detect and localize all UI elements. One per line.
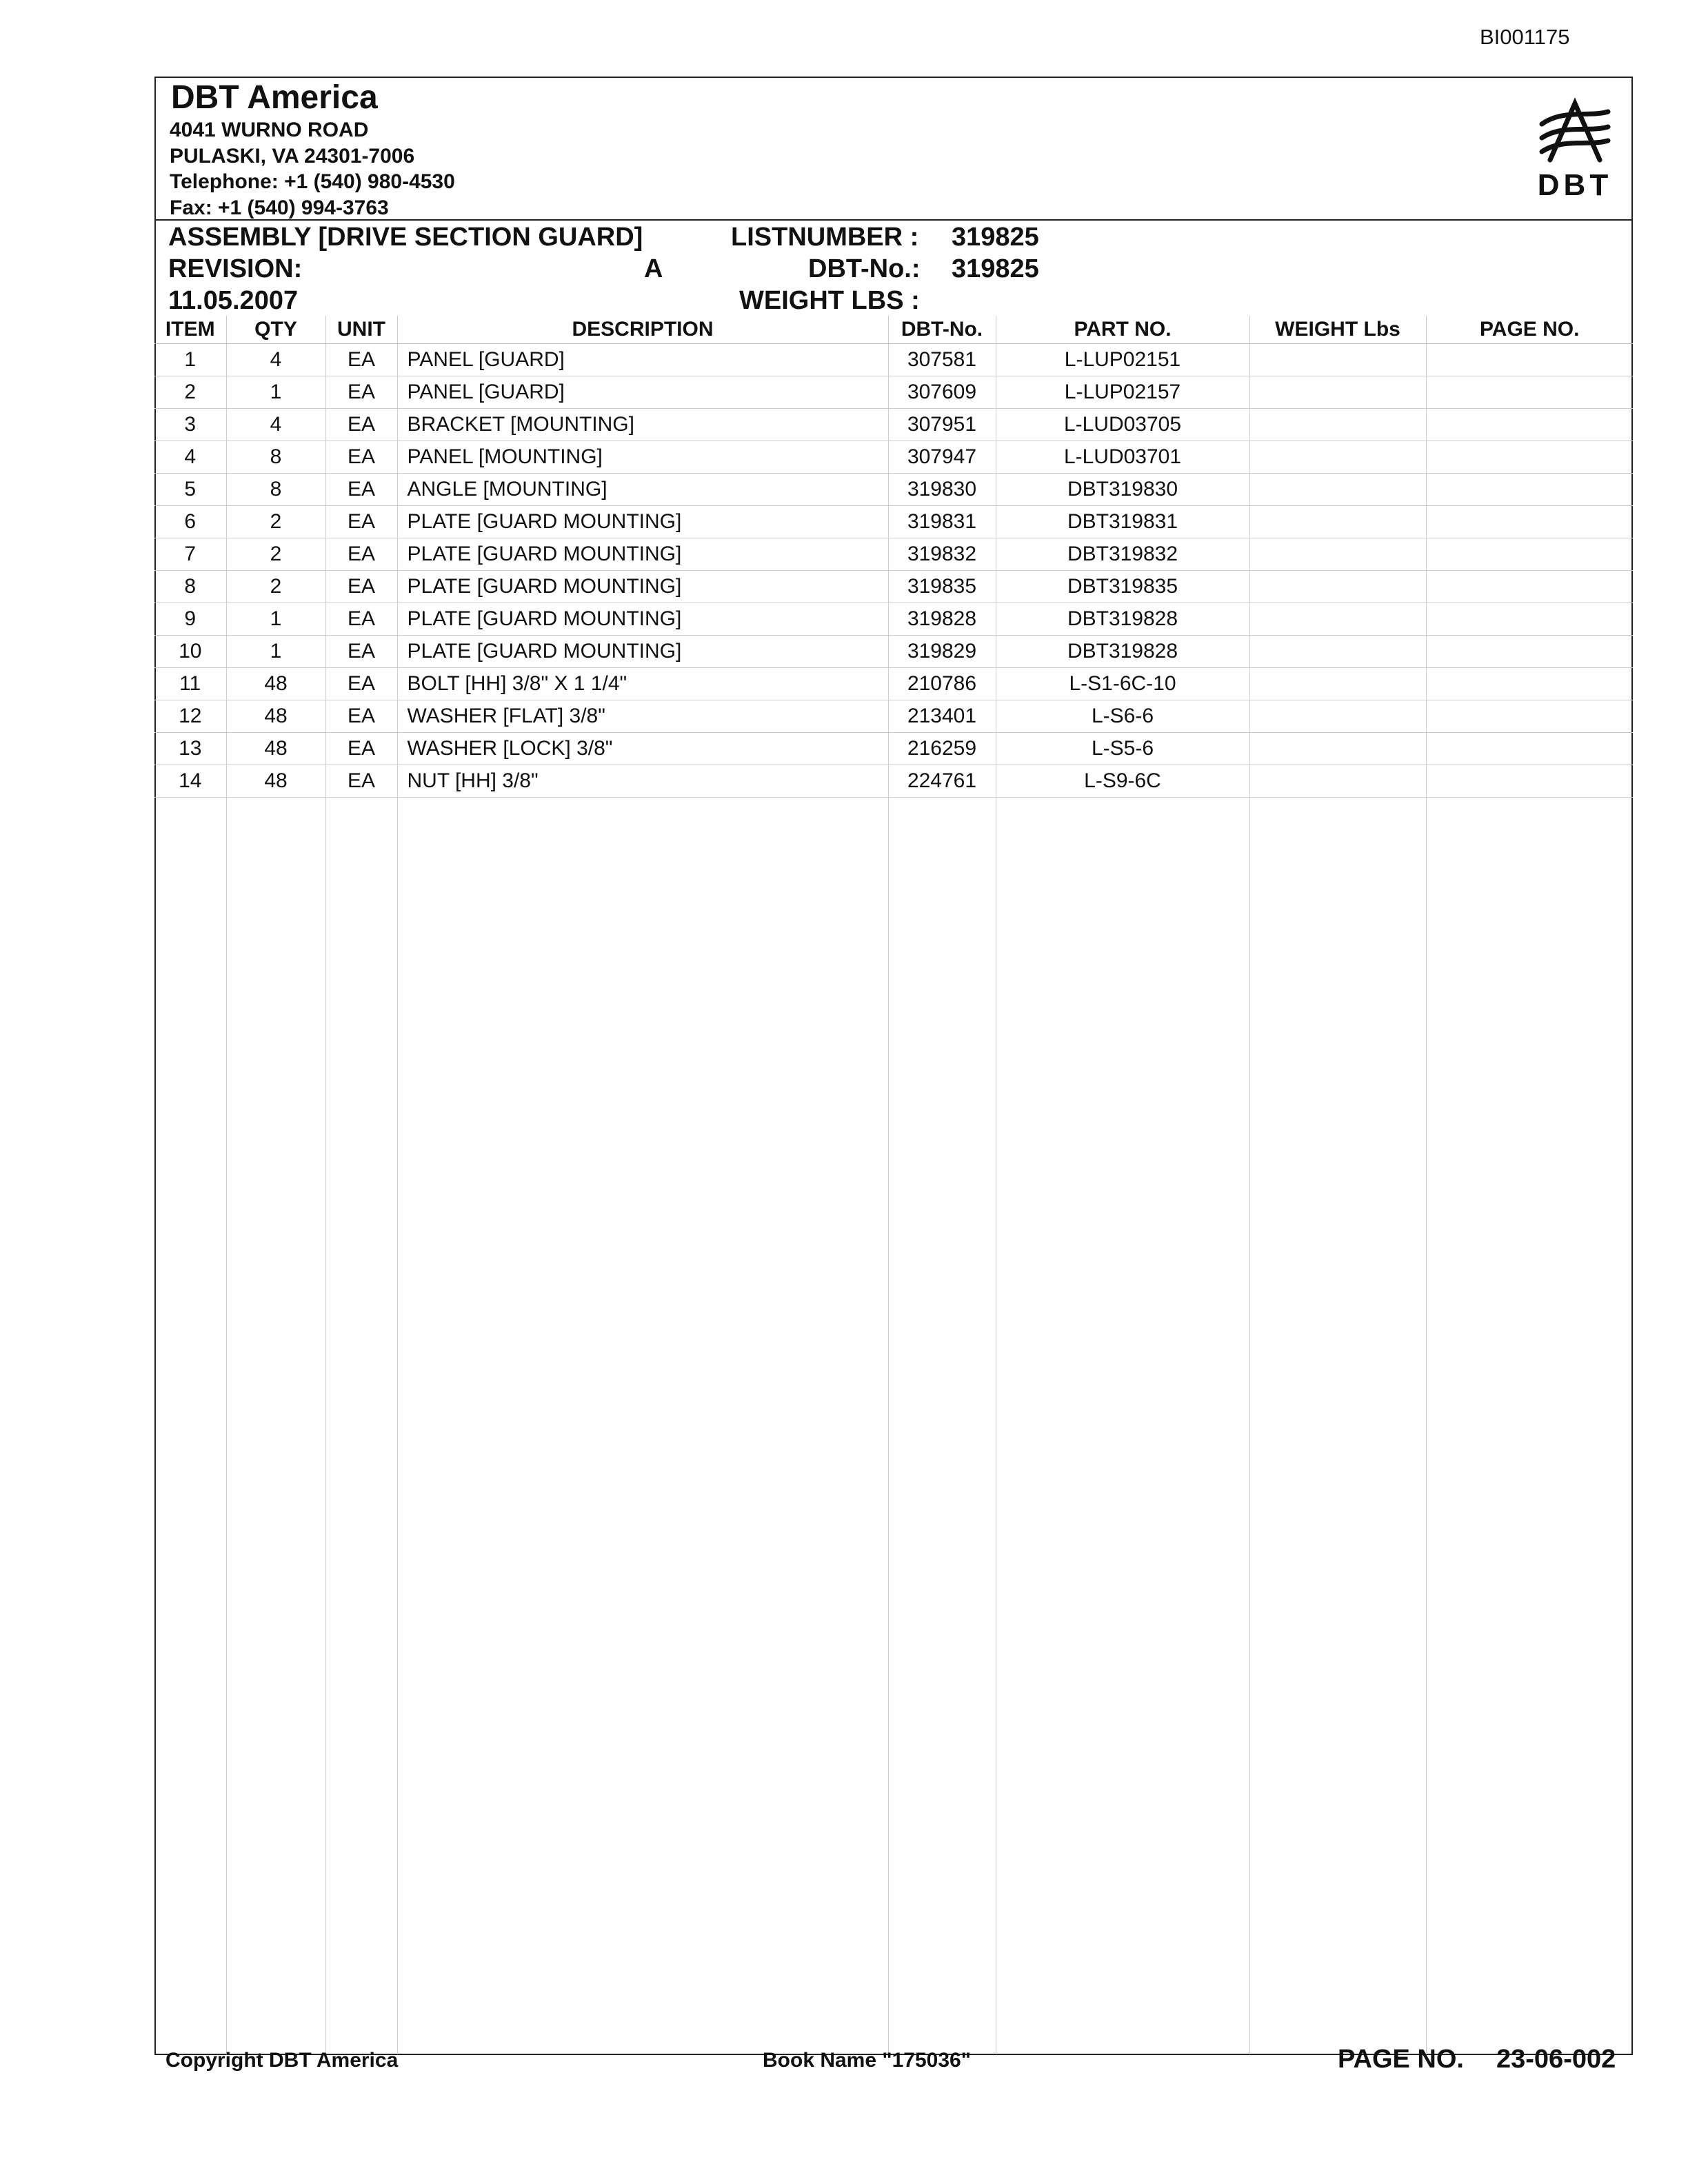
address-line: PULASKI, VA 24301-7006 bbox=[170, 144, 415, 168]
revision-label: REVISION: bbox=[168, 254, 303, 283]
book-name: Book Name "175036" bbox=[763, 2049, 971, 2072]
qty-cell: 48 bbox=[226, 668, 325, 700]
company-name: DBT America bbox=[171, 79, 378, 116]
dbt-no-cell: 319828 bbox=[888, 603, 996, 636]
item-cell: 14 bbox=[154, 765, 226, 798]
part-no-cell: L-S6-6 bbox=[996, 700, 1249, 733]
table-row bbox=[154, 636, 1633, 668]
page-no-cell bbox=[1426, 474, 1633, 506]
weight-cell bbox=[1249, 344, 1426, 376]
dbt-no-cell: 213401 bbox=[888, 700, 996, 733]
dbt-no-cell: 224761 bbox=[888, 765, 996, 798]
item-cell: 1 bbox=[154, 344, 226, 376]
dbt-no-cell: 307947 bbox=[888, 441, 996, 474]
unit-cell: EA bbox=[325, 538, 397, 571]
assembly-title: ASSEMBLY [DRIVE SECTION GUARD] bbox=[168, 223, 643, 252]
table-row bbox=[154, 603, 1633, 636]
column-header-dbt-no: DBT-No. bbox=[888, 316, 996, 344]
weight-cell bbox=[1249, 538, 1426, 571]
page-no-cell bbox=[1426, 700, 1633, 733]
item-cell: 6 bbox=[154, 506, 226, 538]
weight-cell bbox=[1249, 636, 1426, 668]
page-no-cell bbox=[1426, 344, 1633, 376]
weight-cell bbox=[1249, 474, 1426, 506]
description-cell: PANEL [MOUNTING] bbox=[397, 441, 888, 474]
table-row bbox=[154, 409, 1633, 441]
weight-cell bbox=[1249, 765, 1426, 798]
weight-cell bbox=[1249, 603, 1426, 636]
weight-cell bbox=[1249, 441, 1426, 474]
table-row bbox=[154, 668, 1633, 700]
weight-cell bbox=[1249, 700, 1426, 733]
header-divider bbox=[154, 219, 1633, 221]
description-cell: NUT [HH] 3/8" bbox=[397, 765, 888, 798]
unit-cell: EA bbox=[325, 441, 397, 474]
description-cell: PLATE [GUARD MOUNTING] bbox=[397, 538, 888, 571]
part-no-cell: L-LUP02151 bbox=[996, 344, 1249, 376]
dbt-no-label: DBT-No.: bbox=[808, 254, 921, 283]
part-no-cell: L-LUD03705 bbox=[996, 409, 1249, 441]
address-line: 4041 WURNO ROAD bbox=[170, 119, 369, 141]
page-no-cell bbox=[1426, 441, 1633, 474]
part-no-cell: L-LUP02157 bbox=[996, 376, 1249, 409]
item-cell: 10 bbox=[154, 636, 226, 668]
item-cell: 2 bbox=[154, 376, 226, 409]
unit-cell: EA bbox=[325, 506, 397, 538]
page-no-cell bbox=[1426, 765, 1633, 798]
unit-cell: EA bbox=[325, 636, 397, 668]
description-cell: PANEL [GUARD] bbox=[397, 344, 888, 376]
description-cell: PLATE [GUARD MOUNTING] bbox=[397, 506, 888, 538]
qty-cell: 2 bbox=[226, 538, 325, 571]
item-cell: 11 bbox=[154, 668, 226, 700]
table-row bbox=[154, 441, 1633, 474]
dbt-no-cell: 307951 bbox=[888, 409, 996, 441]
part-no-cell: DBT319828 bbox=[996, 603, 1249, 636]
weight-cell bbox=[1249, 506, 1426, 538]
table-row bbox=[154, 474, 1633, 506]
parts-table bbox=[154, 316, 1633, 798]
qty-cell: 1 bbox=[226, 376, 325, 409]
part-no-cell: DBT319830 bbox=[996, 474, 1249, 506]
column-header-weight: WEIGHT Lbs bbox=[1249, 316, 1426, 344]
unit-cell: EA bbox=[325, 668, 397, 700]
weight-cell bbox=[1249, 376, 1426, 409]
part-no-cell: L-S9-6C bbox=[996, 765, 1249, 798]
item-cell: 3 bbox=[154, 409, 226, 441]
page-no-cell bbox=[1426, 538, 1633, 571]
listnumber-value: 319825 bbox=[952, 223, 1039, 252]
page-no-cell bbox=[1426, 376, 1633, 409]
item-cell: 12 bbox=[154, 700, 226, 733]
dbt-no-cell: 307581 bbox=[888, 344, 996, 376]
qty-cell: 2 bbox=[226, 571, 325, 603]
column-header-unit: UNIT bbox=[325, 316, 397, 344]
fax-line: Fax: +1 (540) 994-3763 bbox=[170, 196, 389, 219]
qty-cell: 48 bbox=[226, 700, 325, 733]
table-row bbox=[154, 700, 1633, 733]
table-row bbox=[154, 506, 1633, 538]
page-number-label: PAGE NO. bbox=[1338, 2045, 1464, 2074]
item-cell: 8 bbox=[154, 571, 226, 603]
item-cell: 5 bbox=[154, 474, 226, 506]
column-header-description: DESCRIPTION bbox=[397, 316, 888, 344]
description-cell: PLATE [GUARD MOUNTING] bbox=[397, 636, 888, 668]
unit-cell: EA bbox=[325, 700, 397, 733]
unit-cell: EA bbox=[325, 474, 397, 506]
unit-cell: EA bbox=[325, 344, 397, 376]
table-row bbox=[154, 733, 1633, 765]
item-cell: 9 bbox=[154, 603, 226, 636]
part-no-cell: DBT319831 bbox=[996, 506, 1249, 538]
part-no-cell: DBT319835 bbox=[996, 571, 1249, 603]
item-cell: 4 bbox=[154, 441, 226, 474]
description-cell: WASHER [LOCK] 3/8" bbox=[397, 733, 888, 765]
description-cell: BOLT [HH] 3/8" X 1 1/4" bbox=[397, 668, 888, 700]
dbt-no-cell: 210786 bbox=[888, 668, 996, 700]
description-cell: BRACKET [MOUNTING] bbox=[397, 409, 888, 441]
qty-cell: 4 bbox=[226, 344, 325, 376]
column-header-item: ITEM bbox=[154, 316, 226, 344]
item-cell: 7 bbox=[154, 538, 226, 571]
page-no-cell bbox=[1426, 733, 1633, 765]
part-no-cell: L-S1-6C-10 bbox=[996, 668, 1249, 700]
page-number-value: 23-06-002 bbox=[1496, 2045, 1616, 2074]
page-no-cell bbox=[1426, 636, 1633, 668]
unit-cell: EA bbox=[325, 376, 397, 409]
dbt-no-cell: 307609 bbox=[888, 376, 996, 409]
qty-cell: 1 bbox=[226, 603, 325, 636]
column-header-qty: QTY bbox=[226, 316, 325, 344]
table-row bbox=[154, 571, 1633, 603]
company-block bbox=[170, 79, 455, 221]
part-no-cell: DBT319832 bbox=[996, 538, 1249, 571]
qty-cell: 8 bbox=[226, 474, 325, 506]
qty-cell: 48 bbox=[226, 733, 325, 765]
page-no-cell bbox=[1426, 409, 1633, 441]
table-row bbox=[154, 376, 1633, 409]
qty-cell: 1 bbox=[226, 636, 325, 668]
page-no-cell bbox=[1426, 571, 1633, 603]
weight-cell bbox=[1249, 409, 1426, 441]
listnumber-label: LISTNUMBER : bbox=[731, 223, 919, 252]
weight-cell bbox=[1249, 668, 1426, 700]
weight-label: WEIGHT LBS : bbox=[739, 286, 920, 315]
list-date: 11.05.2007 bbox=[168, 286, 299, 315]
telephone-line: Telephone: +1 (540) 980-4530 bbox=[170, 170, 455, 193]
unit-cell: EA bbox=[325, 409, 397, 441]
dbt-no-value: 319825 bbox=[952, 254, 1039, 283]
column-header-part-no: PART NO. bbox=[996, 316, 1249, 344]
table-header-row bbox=[154, 316, 1633, 344]
copyright-text: Copyright DBT America bbox=[165, 2049, 399, 2072]
part-no-cell: L-S5-6 bbox=[996, 733, 1249, 765]
dbt-no-cell: 319832 bbox=[888, 538, 996, 571]
description-cell: PLATE [GUARD MOUNTING] bbox=[397, 603, 888, 636]
unit-cell: EA bbox=[325, 571, 397, 603]
page-no-cell bbox=[1426, 668, 1633, 700]
table-row bbox=[154, 765, 1633, 798]
revision-value: A bbox=[644, 254, 663, 283]
document-id: BI001175 bbox=[1480, 25, 1570, 49]
weight-cell bbox=[1249, 733, 1426, 765]
qty-cell: 8 bbox=[226, 441, 325, 474]
table-row bbox=[154, 538, 1633, 571]
dbt-no-cell: 216259 bbox=[888, 733, 996, 765]
page-no-cell bbox=[1426, 603, 1633, 636]
unit-cell: EA bbox=[325, 603, 397, 636]
description-cell: PANEL [GUARD] bbox=[397, 376, 888, 409]
column-header-page-no: PAGE NO. bbox=[1426, 316, 1633, 344]
unit-cell: EA bbox=[325, 733, 397, 765]
description-cell: PLATE [GUARD MOUNTING] bbox=[397, 571, 888, 603]
dbt-no-cell: 319831 bbox=[888, 506, 996, 538]
dbt-no-cell: 319835 bbox=[888, 571, 996, 603]
table-row bbox=[154, 344, 1633, 376]
description-cell: ANGLE [MOUNTING] bbox=[397, 474, 888, 506]
dbt-no-cell: 319829 bbox=[888, 636, 996, 668]
part-no-cell: L-LUD03701 bbox=[996, 441, 1249, 474]
page-no-cell bbox=[1426, 506, 1633, 538]
qty-cell: 2 bbox=[226, 506, 325, 538]
qty-cell: 48 bbox=[226, 765, 325, 798]
item-cell: 13 bbox=[154, 733, 226, 765]
logo-wordmark: DBT bbox=[1537, 168, 1613, 202]
part-no-cell: DBT319828 bbox=[996, 636, 1249, 668]
unit-cell: EA bbox=[325, 765, 397, 798]
qty-cell: 4 bbox=[226, 409, 325, 441]
description-cell: WASHER [FLAT] 3/8" bbox=[397, 700, 888, 733]
dbt-no-cell: 319830 bbox=[888, 474, 996, 506]
weight-cell bbox=[1249, 571, 1426, 603]
